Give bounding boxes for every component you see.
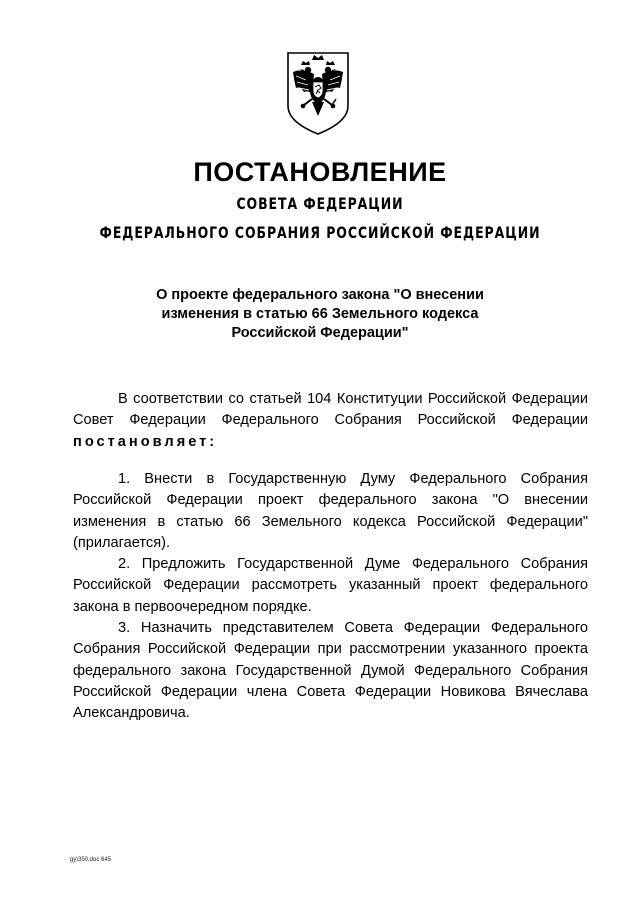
preamble-paragraph [73,389,588,453]
subject-line: О проекте федерального закона "О внесении [156,287,484,303]
resolution-item: 2. Предложить Государственной Думе Федерального Собрания Российской Федерации рассмотреть указанный проект федерального закона в первоочередном порядке. [73,556,588,615]
document-subject [0,286,640,343]
decree-word: постановляет: [73,433,218,450]
subject-line: Российской Федерации" [231,325,409,341]
resolution-items [73,469,588,725]
preamble-text: В соответствии со статьей 104 Конституции Российской Федерации Совет Федерации Федерального Собрания Российской Федерации [73,391,588,429]
issuer-line-assembly: ФЕДЕРАЛЬНОГО СОБРАНИЯ РОССИЙСКОЙ ФЕДЕРАЦИИ [99,223,541,242]
issuer-line-council: СОВЕТА ФЕДЕРАЦИИ [236,194,404,213]
document-type-title: ПОСТАНОВЛЕНИЕ [193,157,447,187]
resolution-item: 1. Внести в Государственную Думу Федерального Собрания Российской Федерации проект федерального закона "О внесении изменения в статью 66 Земельного кодекса Российской Федерации" (прилагается). [73,471,588,551]
footer-file-code: gy\350.doc 645 [70,857,112,863]
subject-line: изменения в статью 66 Земельного кодекса [161,306,479,322]
resolution-item: 3. Назначить представителем Совета Федерации Федерального Собрания Российской Федерации при рассмотрении указанного проекта федерального закона Государственной Думой Федерального Собрания Российской Федерации члена Совета Федерации Новикова Вячеслава Александровича. [73,620,588,722]
coat-of-arms-icon [284,50,352,136]
